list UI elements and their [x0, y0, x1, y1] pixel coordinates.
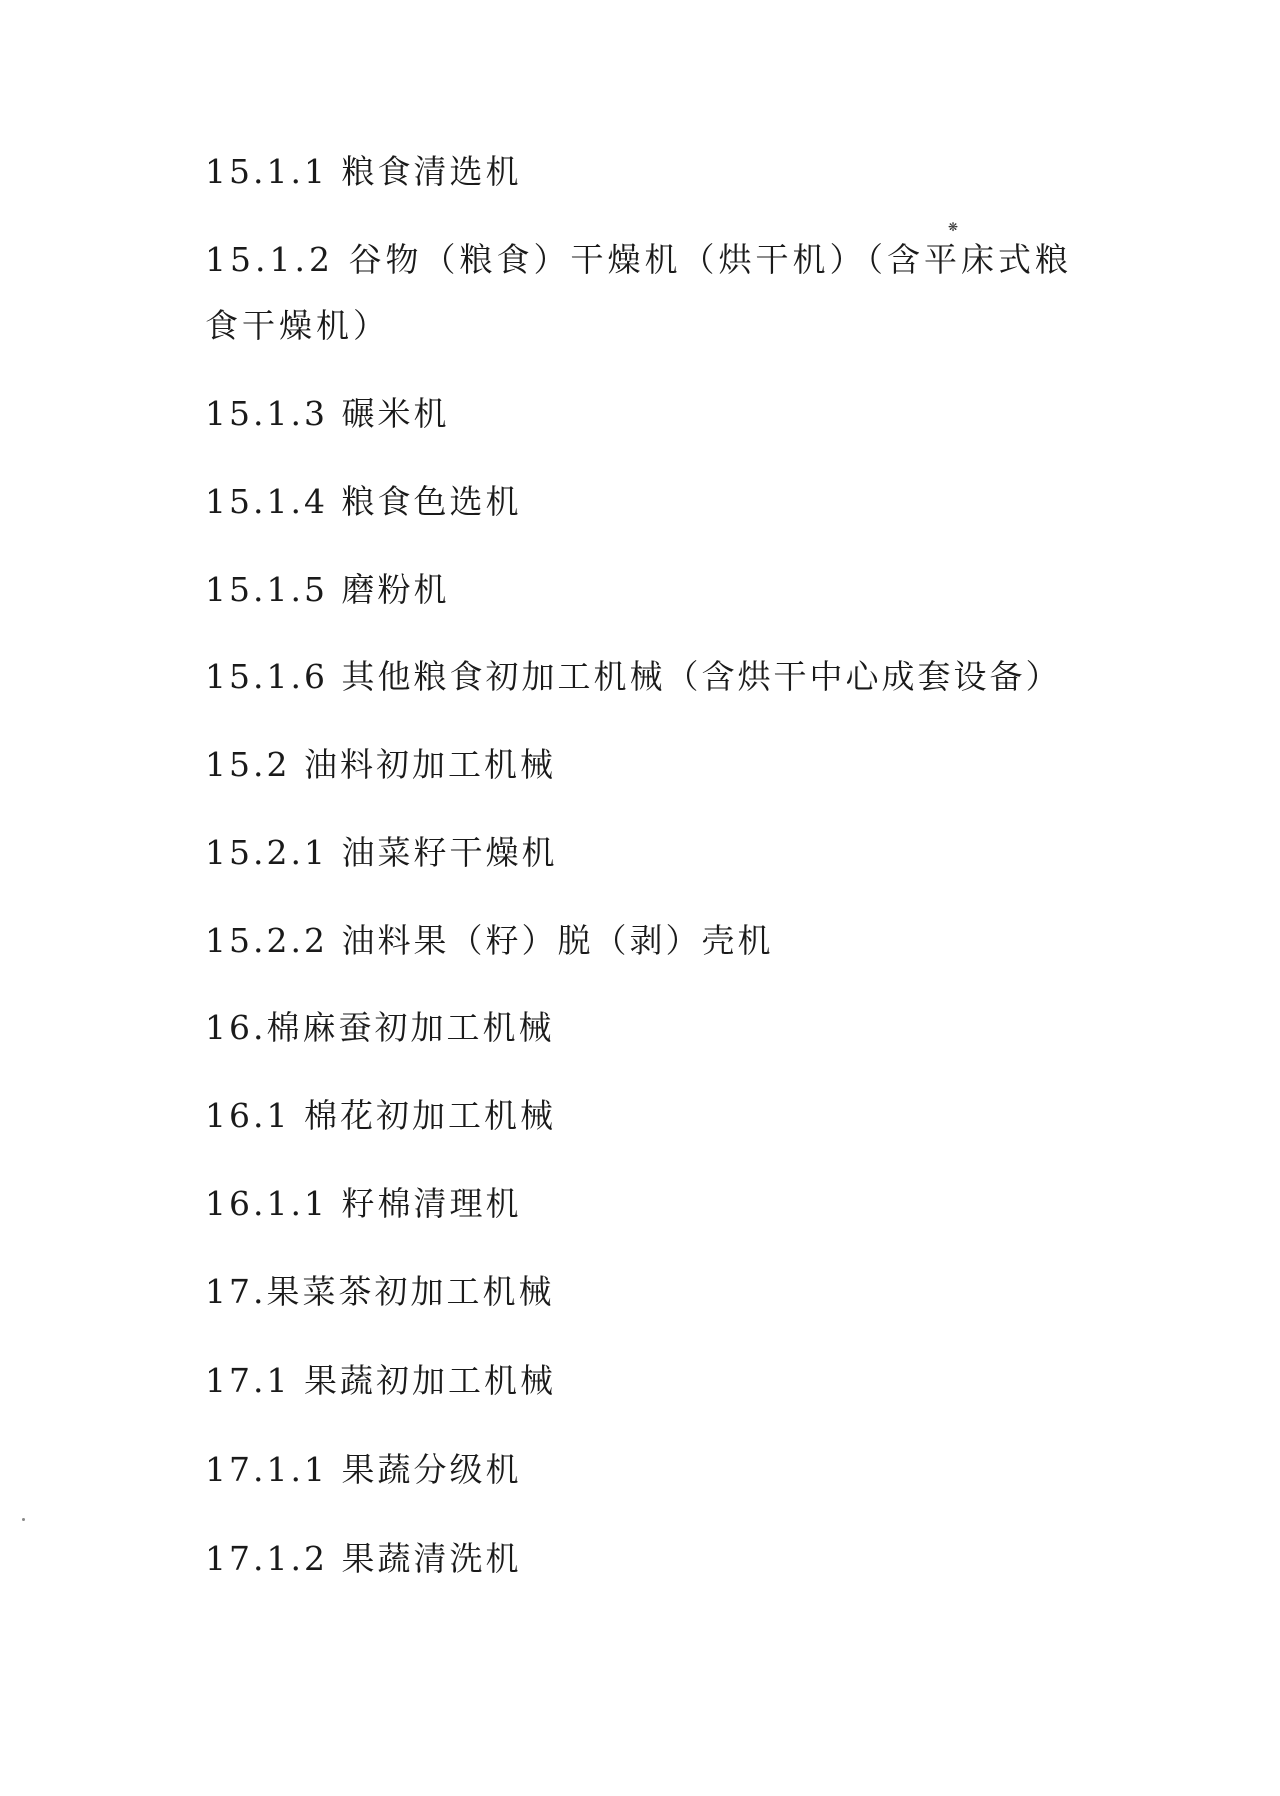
list-item: 15.2.1 油菜籽干燥机: [205, 833, 558, 872]
list-item: 15.2.2 油料果（籽）脱（剥）壳机: [205, 921, 774, 960]
list-item: 15.1.6 其他粮食初加工机械（含烘干中心成套设备）: [205, 657, 1062, 696]
list-item: 17.1 果蔬初加工机械: [205, 1361, 556, 1400]
list-item: 15.1.4 粮食色选机: [205, 482, 522, 521]
list-item: 15.1.3 碾米机: [205, 394, 450, 433]
list-item: 16.棉麻蚕初加工机械: [205, 1008, 555, 1047]
list-item: 15.1.2 谷物（粮食）干燥机（烘干机）（含平床式粮食干燥机）: [205, 240, 1072, 345]
list-item: 17.1.2 果蔬清洗机: [205, 1539, 522, 1578]
list-item: 17.果菜茶初加工机械: [205, 1272, 555, 1311]
list-item: 15.1.5 磨粉机: [205, 570, 450, 609]
list-item: 16.1.1 籽棉清理机: [205, 1184, 522, 1223]
list-item: 15.1.1 粮食清选机: [205, 152, 522, 191]
scan-speck: [22, 1518, 25, 1521]
list-item: 16.1 棉花初加工机械: [205, 1096, 556, 1135]
list-item: 15.2 油料初加工机械: [205, 745, 556, 784]
list-item: 17.1.1 果蔬分级机: [205, 1450, 522, 1489]
ink-mark: ❋: [948, 220, 959, 234]
